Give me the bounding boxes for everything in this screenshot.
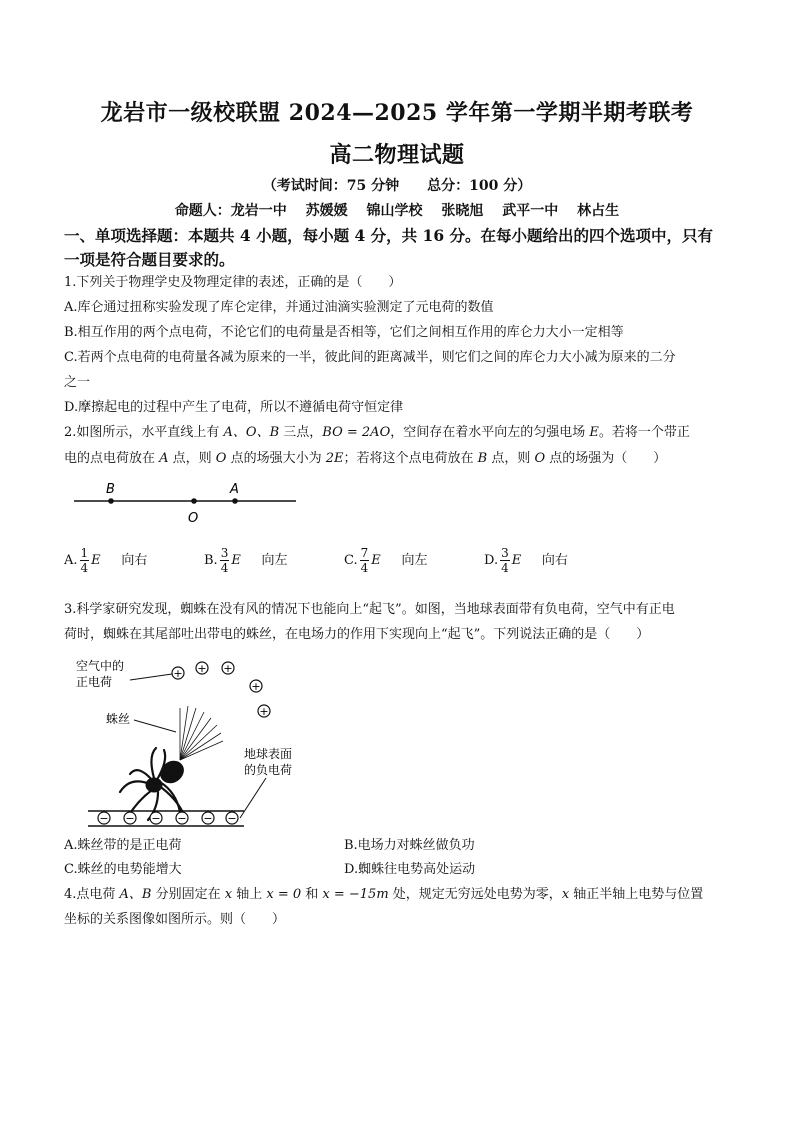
q2-option-c: C. $\frac{7}{4}$ E 向左 <box>344 546 428 575</box>
svg-text:+: + <box>197 662 207 675</box>
q1-option-b: B.相互作用的两个点电荷，不论它们的电荷量是否相等，它们之间相互作用的库仑力大小一定相等 <box>64 325 624 340</box>
svg-text:+: + <box>223 662 233 675</box>
silk-label: 蛛丝 <box>106 712 131 726</box>
label-o: O <box>188 511 199 526</box>
svg-text:−: − <box>151 812 161 825</box>
q4-stem-line2: 坐标的关系图像如图所示。则（ ） <box>64 912 286 927</box>
authors-line: 命题人：龙岩一中 苏媛媛 锦山学校 张晓旭 武平一中 林占生 <box>174 203 620 219</box>
q3-stem-line1: 3.科学家研究发现，蜘蛛在没有风的情况下也能向上“起飞”。如图，当地球表面带有负电荷，空气中有正电 <box>64 602 675 617</box>
spider-figure <box>68 652 338 832</box>
q4-stem-line1: 4.点电荷 A、B 分别固定在 x 轴上 x = 0 和 x = −15m 处，规定无穷远处电势为零，x 轴正半轴上电势与位置 <box>64 887 704 902</box>
q1-option-a: A.库仑通过扭称实验发现了库仑定律，并通过油滴实验测定了元电荷的数值 <box>64 300 494 315</box>
svg-text:+: + <box>251 680 261 693</box>
svg-text:−: − <box>227 812 237 825</box>
label-a: A <box>230 482 239 497</box>
point-o <box>191 498 197 504</box>
exam-info: （考试时间：75 分钟 总分：100 分） <box>262 178 532 194</box>
section-heading: 一、单项选择题：本题共 4 小题，每小题 4 分，共 16 分。在每小题给出的四个选项中，只有 <box>64 226 714 245</box>
ground-charge-label-1: 地球表面 <box>244 747 293 761</box>
svg-text:−: − <box>125 812 135 825</box>
svg-text:−: − <box>203 812 213 825</box>
air-charge-label-2: 正电荷 <box>76 675 113 689</box>
silk-threads <box>180 706 223 760</box>
q2-line-figure <box>70 478 300 528</box>
label-b: B <box>106 482 115 497</box>
negative-charges <box>98 812 238 825</box>
q2-stem-line1: 2.如图所示，水平直线上有 A、O、B 三点，BO = 2AO，空间存在着水平向左的匀强电场 E。若将一个带正 <box>64 425 690 440</box>
q1-stem: 1.下列关于物理学史及物理定律的表述，正确的是（ ） <box>64 275 402 290</box>
svg-text:−: − <box>177 812 187 825</box>
q2-stem-line2: 电的点电荷放在 A 点，则 O 点的场强大小为 2E；若将这个点电荷放在 B 点，则 O 点的场强为（ ） <box>64 451 667 466</box>
spider-icon <box>120 748 188 820</box>
positive-charges <box>172 662 270 718</box>
subject-title: 高二物理试题 <box>329 142 465 168</box>
ground-charge-label-2: 的负电荷 <box>244 763 293 777</box>
q2-equation: BO = 2AO <box>322 425 391 440</box>
q3-option-a: A.蛛丝带的是正电荷 <box>64 838 182 853</box>
exam-title: 龙岩市一级校联盟 2024—2025 学年第一学期半期考联考 <box>100 100 694 126</box>
air-charge-label-1: 空气中的 <box>76 659 125 673</box>
q1-option-c-cont: 之一 <box>64 375 91 390</box>
q2-option-a: A. $\frac{1}{4}$ E 向右 <box>64 546 148 575</box>
point-b <box>108 498 114 504</box>
point-a <box>232 498 238 504</box>
svg-text:+: + <box>259 705 269 718</box>
q3-option-d: D.蜘蛛往电势高处运动 <box>344 862 476 877</box>
q3-option-c: C.蛛丝的电势能增大 <box>64 862 182 877</box>
svg-text:+: + <box>173 667 183 680</box>
air-label-leader <box>130 674 172 680</box>
section-heading-cont: 一项是符合题目要求的。 <box>64 250 235 269</box>
q3-stem-line2: 荷时，蜘蛛在其尾部吐出带电的蛛丝，在电场力的作用下实现向上“起飞”。下列说法正确的是（ ） <box>64 627 650 642</box>
ground-label-leader <box>240 778 266 818</box>
svg-text:−: − <box>99 812 109 825</box>
silk-label-leader <box>134 720 176 732</box>
q3-option-b: B.电场力对蛛丝做负功 <box>344 838 475 853</box>
q2-option-d: D. $\frac{3}{4}$ E 向右 <box>484 546 568 575</box>
q1-option-d: D.摩擦起电的过程中产生了电荷，所以不遵循电荷守恒定律 <box>64 400 404 415</box>
q1-option-c: C.若两个点电荷的电荷量各减为原来的一半，彼此间的距离减半，则它们之间的库仑力大小减为原来的二分 <box>64 350 676 365</box>
q2-option-b: B. $\frac{3}{4}$ E 向左 <box>204 546 288 575</box>
